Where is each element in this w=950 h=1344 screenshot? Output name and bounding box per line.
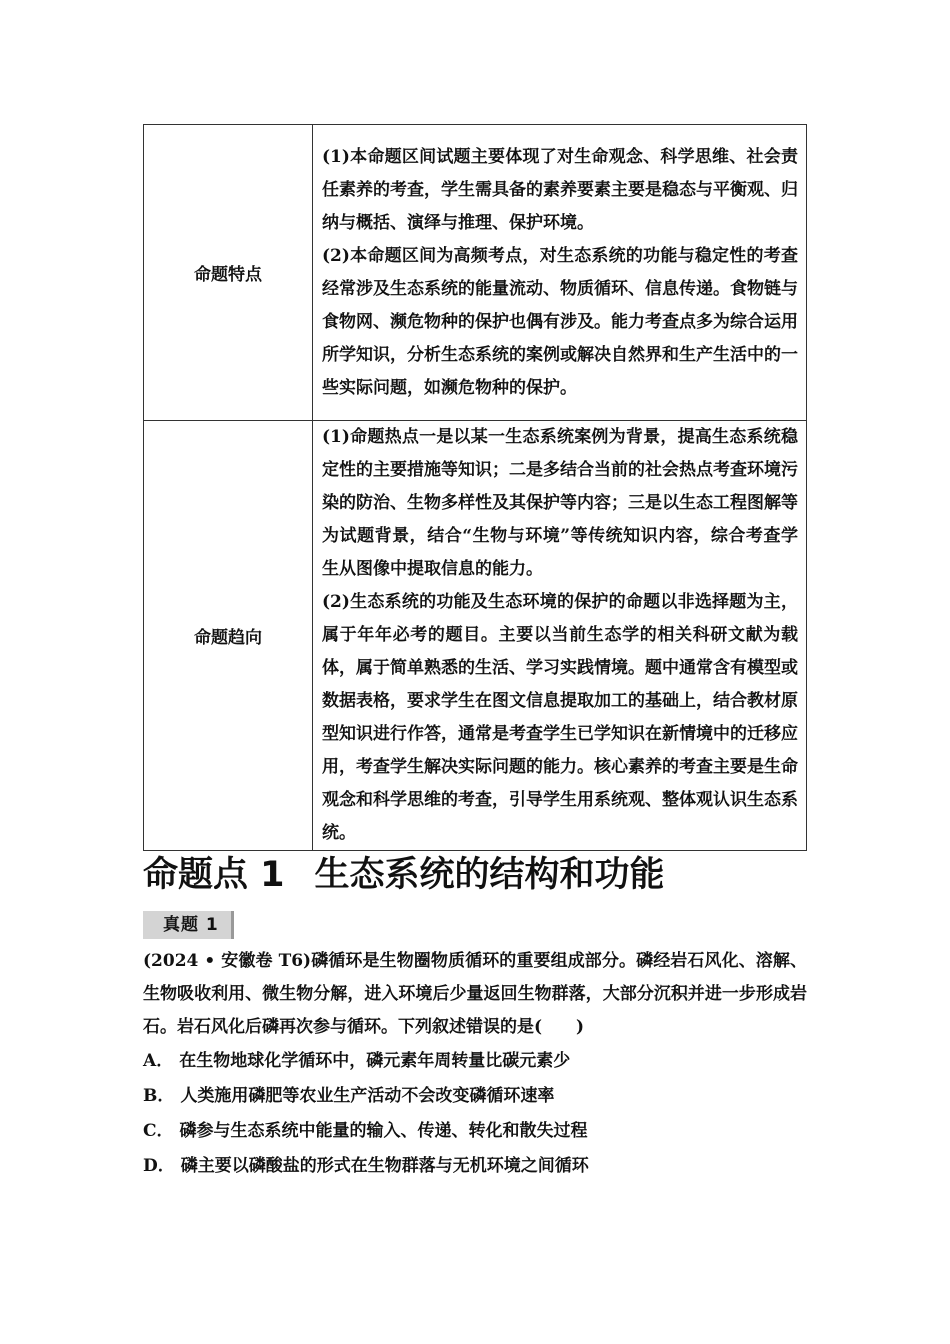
option-a[interactable] [143,1044,807,1079]
option-c[interactable] [143,1114,807,1149]
section-number: 命题点 1 [143,855,285,895]
option-text: 人类施用磷肥等农业生产活动不会改变磷循环速率 [180,1086,555,1106]
option-letter: C． [143,1121,174,1141]
option-b[interactable] [143,1079,807,1114]
document-page [143,124,807,1184]
section-title: 生态系统的结构和功能 [314,855,665,895]
option-text: 磷主要以磷酸盐的形式在生物群落与无机环境之间循环 [180,1156,589,1176]
row-content-features [313,125,807,421]
option-letter: A． [143,1051,174,1071]
option-letter: D． [143,1156,175,1176]
question-stem: (2024 • 安徽卷 T6)磷循环是生物圈物质循环的重要组成部分。磷经岩石风化、溶解、生物吸收利用、微生物分解，进入环境后少量返回生物群落，大部分沉积并进一步形成岩石。岩石风化后磷再次参与循环。下列叙述错误的是( ) [143,951,807,1037]
options-list [143,1044,807,1184]
section-heading [143,853,807,897]
paragraph: (2)生态系统的功能及生态环境的保护的命题以非选择题为主，属于年年必考的题目。主要以当前生态学的相关科研文献为载体，属于简单熟悉的生活、学习实践情境。题中通常含有模型或数据表格，要求学生在图文信息提取加工的基础上，结合教材原型知识进行作答，通常是考查学生已学知识在新情境中的迁移应用，考查学生解决实际问题的能力。核心素养的考查主要是生命观念和科学思维的考查，引导学生用系统观、整体观认识生态系统。 [322,592,798,843]
option-text: 磷参与生态系统中能量的输入、传递、转化和散失过程 [179,1121,588,1141]
option-text: 在生物地球化学循环中，磷元素年周转量比碳元素少 [179,1051,571,1071]
exam-analysis-table [143,124,807,851]
paragraph: (1)命题热点一是以某一生态系统案例为背景，提高生态系统稳定性的主要措施等知识；二是多结合当前的社会热点考查环境污染的防治、生物多样性及其保护等内容；三是以生态工程图解等为试题背景，结合“生物与环境”等传统知识内容，综合考查学生从图像中提取信息的能力。 [322,427,798,579]
question-badge: 真题 1 [143,911,234,939]
row-label-trends: 命题趋向 [144,421,313,851]
table-row [144,421,807,851]
row-content-trends [313,421,807,851]
option-letter: B． [143,1086,175,1106]
table-row [144,125,807,421]
row-label-features: 命题特点 [144,125,313,421]
paragraph: (1)本命题区间试题主要体现了对生命观念、科学思维、社会责任素养的考查，学生需具备的素养要素主要是稳态与平衡观、归纳与概括、演绎与推理、保护环境。 [322,146,798,233]
option-d[interactable] [143,1149,807,1184]
paragraph: (2)本命题区间为高频考点，对生态系统的功能与稳定性的考查经常涉及生态系统的能量流动、物质循环、信息传递。食物链与食物网、濒危物种的保护也偶有涉及。能力考查点多为综合运用所学知识，分析生态系统的案例或解决自然界和生产生活中的一些实际问题，如濒危物种的保护。 [322,245,798,398]
